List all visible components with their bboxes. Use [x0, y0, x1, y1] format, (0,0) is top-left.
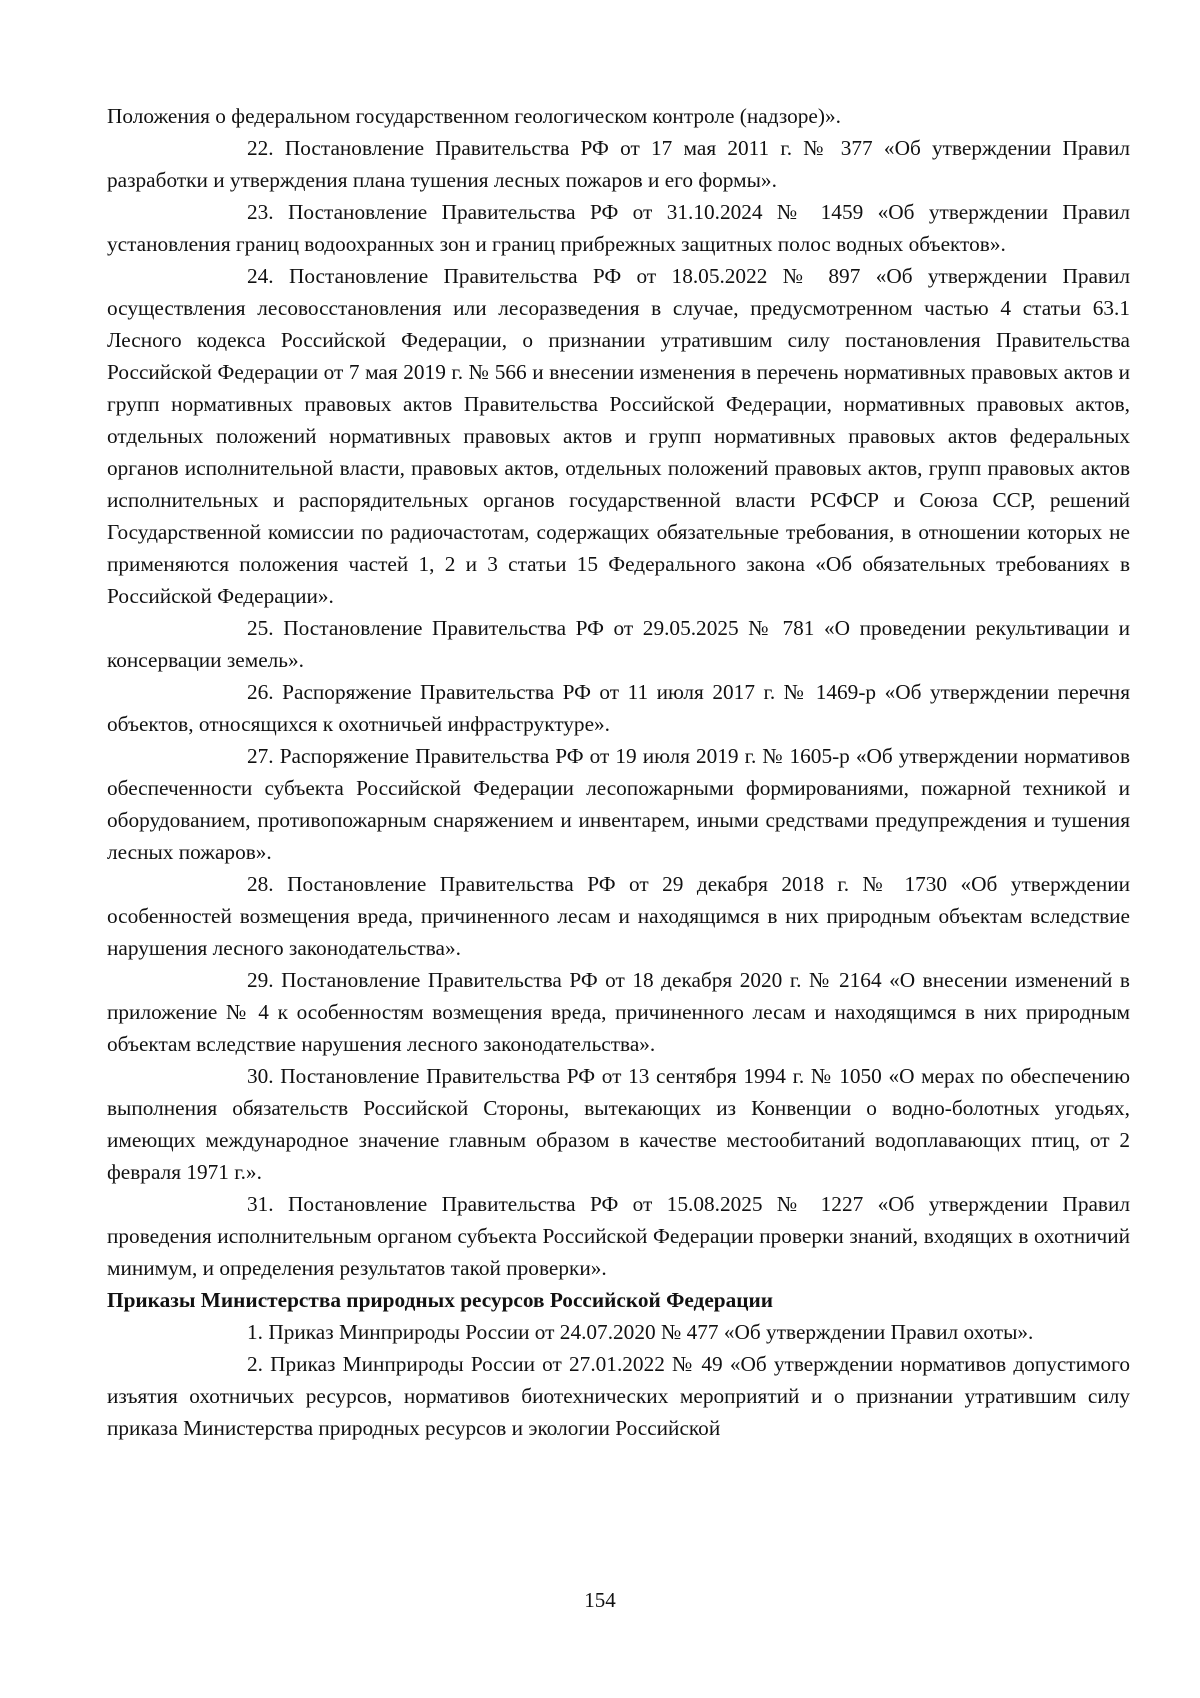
list-item-27	[107, 740, 1130, 868]
list-item-text: Распоряжение Правительства РФ от 19 июля 2019 г. № 1605-р «Об утверждении нормативов обеспеченности субъекта Российской Федерации лесопожарными формированиями, пожарной техникой и оборудованием, противопожарным снаряжением и инвентарем, иными средствами предупреждения и тушения лесных пожаров».	[107, 744, 1130, 864]
list-item-23	[107, 196, 1130, 260]
list-item-text: Приказ Минприроды России от 24.07.2020 № 477 «Об утверждении Правил охоты».	[268, 1320, 1034, 1344]
list-item-text: Постановление Правительства РФ от 18.05.2022 № 897 «Об утверждении Правил осуществления лесовосстановления или лесоразведения в случае, предусмотренном частью 4 статьи 63.1 Лесного кодекса Российской Федерации, о признании утратившим силу постановления Правительства Российской Федерации от 7 мая 2019 г. № 566 и внесении изменения в перечень нормативных правовых актов и групп нормативных правовых актов Правительства Российской Федерации, нормативных правовых актов, отдельных положений нормативных правовых актов и групп нормативных правовых актов федеральных органов исполнительной власти, правовых актов, отдельных положений правовых актов, групп правовых актов исполнительных и распорядительных органов государственной власти РСФСР и Союза ССР, решений Государственной комиссии по радиочастотам, содержащих обязательные требования, в отношении которых не применяются положения частей 1, 2 и 3 статьи 15 Федерального закона «Об обязательных требованиях в Российской Федерации».	[107, 264, 1131, 608]
list-item-number: 29.	[247, 968, 274, 992]
list-item-text: Постановление Правительства РФ от 17 мая 2011 г. № 377 «Об утверждении Правил разработки и утверждения плана тушения лесных пожаров и его формы».	[107, 136, 1131, 192]
paragraph-text: Положения о федеральном государственном геологическом контроле (надзоре)».	[107, 104, 841, 128]
page-body	[107, 100, 1130, 1444]
list-item-28	[107, 868, 1130, 964]
list-item-number: 26.	[247, 680, 274, 704]
list-item-text: Постановление Правительства РФ от 18 декабря 2020 г. № 2164 «О внесении изменений в приложение № 4 к особенностям возмещения вреда, причиненного лесам и находящимся в них природным объектам вследствие нарушения лесного законодательства».	[107, 968, 1130, 1056]
list-item-text: Приказ Минприроды России от 27.01.2022 № 49 «Об утверждении нормативов допустимого изъятия охотничьих ресурсов, нормативов биотехнических мероприятий и о признании утратившим силу приказа Министерства природных ресурсов и экологии Российской	[107, 1352, 1130, 1440]
list-item-number: 1.	[247, 1320, 263, 1344]
page-number: 154	[584, 1588, 616, 1612]
section-heading: Приказы Министерства природных ресурсов Российской Федерации	[107, 1288, 774, 1312]
list-item-number: 24.	[247, 264, 274, 288]
list-item-number: 27.	[247, 744, 274, 768]
list-item-text: Распоряжение Правительства РФ от 11 июля 2017 г. № 1469-р «Об утверждении перечня объектов, относящихся к охотничьей инфраструктуре».	[107, 680, 1130, 736]
list-item-number: 30.	[247, 1064, 274, 1088]
list-item-22	[107, 132, 1130, 196]
list-item-30	[107, 1060, 1130, 1188]
list-item-31	[107, 1188, 1130, 1284]
section-list-item-2	[107, 1348, 1130, 1444]
list-item-number: 23.	[247, 200, 274, 224]
list-item-25	[107, 612, 1130, 676]
list-item-26	[107, 676, 1130, 740]
list-item-29	[107, 964, 1130, 1060]
section-list-item-1	[107, 1316, 1130, 1348]
paragraph-continuation	[107, 100, 1130, 132]
list-item-number: 2.	[247, 1352, 263, 1376]
list-item-text: Постановление Правительства РФ от 13 сентября 1994 г. № 1050 «О мерах по обеспечению выполнения обязательств Российской Стороны, вытекающих из Конвенции о водно-болотных угодьях, имеющих международное значение главным образом в качестве местообитаний водоплавающих птиц, от 2 февраля 1971 г.».	[107, 1064, 1130, 1184]
list-item-number: 28.	[247, 872, 274, 896]
list-item-text: Постановление Правительства РФ от 15.08.2025 № 1227 «Об утверждении Правил проведения исполнительным органом субъекта Российской Федерации проверки знаний, входящих в охотничий минимум, и определения результатов такой проверки».	[107, 1192, 1130, 1280]
list-item-number: 22.	[247, 136, 274, 160]
list-item-text: Постановление Правительства РФ от 29 декабря 2018 г. № 1730 «Об утверждении особенностей возмещения вреда, причиненного лесам и находящимся в них природным объектам вследствие нарушения лесного законодательства».	[107, 872, 1131, 960]
list-item-text: Постановление Правительства РФ от 29.05.2025 № 781 «О проведении рекультивации и консервации земель».	[107, 616, 1130, 672]
list-item-24	[107, 260, 1130, 612]
list-item-number: 25.	[247, 616, 274, 640]
list-item-text: Постановление Правительства РФ от 31.10.2024 № 1459 «Об утверждении Правил установления границ водоохранных зон и границ прибрежных защитных полос водных объектов».	[107, 200, 1130, 256]
list-item-number: 31.	[247, 1192, 274, 1216]
